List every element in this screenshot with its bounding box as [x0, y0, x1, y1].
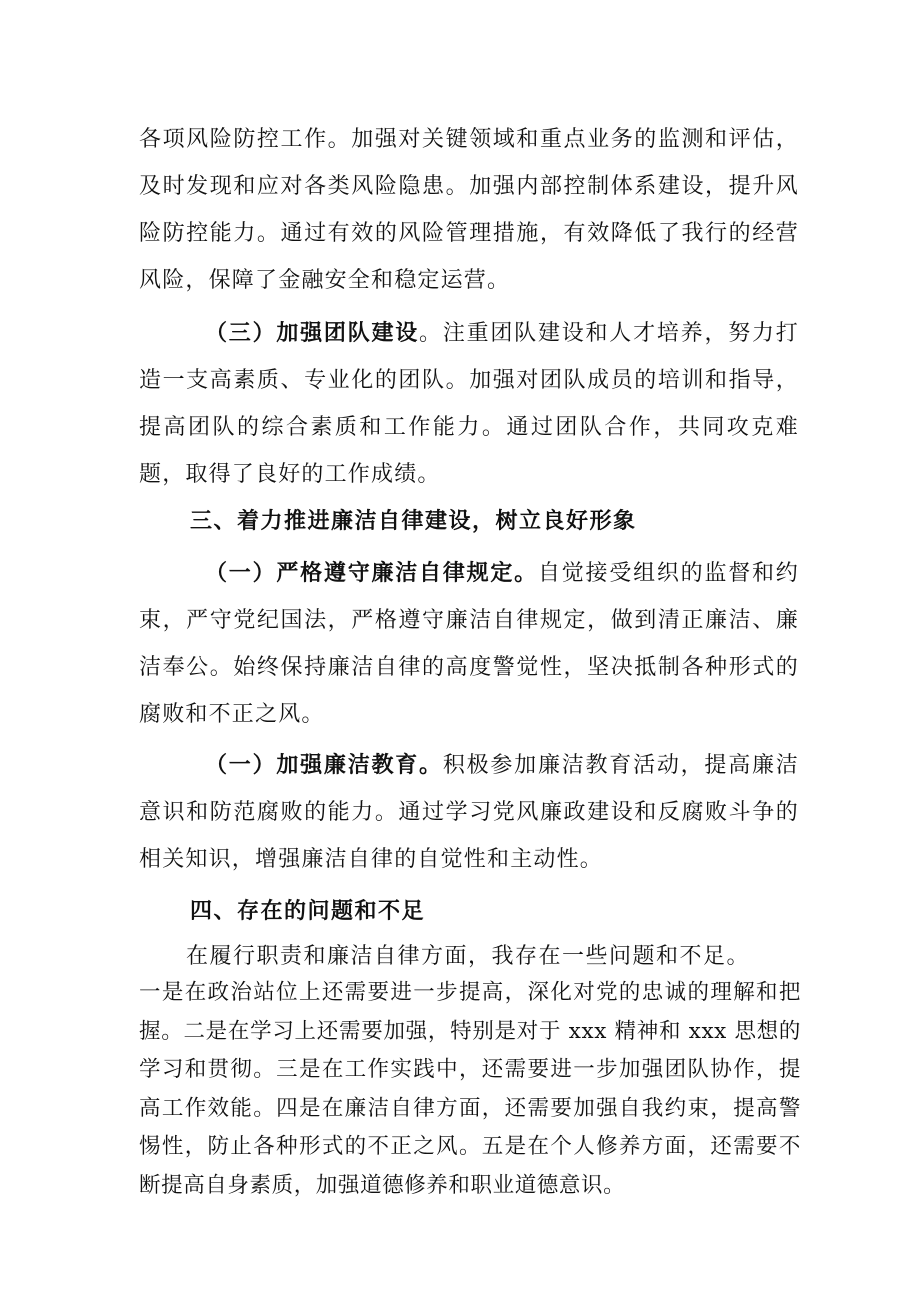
paragraph-risk-control: [139, 116, 799, 304]
paragraph-problems-intro: 在履行职责和廉洁自律方面，我存在一些问题和不足。: [186, 944, 751, 969]
section-heading-integrity: 三、着力推进廉洁自律建设，树立良好形象: [190, 508, 637, 534]
section-heading-problems: 四、存在的问题和不足: [190, 898, 426, 924]
paragraph-text: 积极参加廉洁教育活动，提高廉洁意识和防范腐败的能力。通过学习党风廉政建设和反腐败斗争的相关知识，增强廉洁自律的自觉性和主动性。: [139, 753, 799, 872]
paragraph-lead: （三）加强团队建设: [205, 320, 420, 346]
paragraph-text: 。注重团队建设和人才培养，努力打造一支高素质、专业化的团队。加强对团队成员的培训和指导，提高团队的综合素质和工作能力。通过团队合作，共同攻克难题，取得了良好的工作成绩。: [139, 321, 799, 487]
paragraph-integrity-education: [139, 742, 799, 883]
paragraph-text: 各项风险防控工作。加强对关键领域和重点业务的监测和评估，及时发现和应对各类风险隐患。加强内部控制体系建设，提升风险防控能力。通过有效的风险管理措施，有效降低了我行的经营风险，保障了金融安全和稳定运营。: [139, 127, 799, 293]
paragraph-team-building: [139, 310, 799, 498]
paragraph-problems-list: 一是在政治站位上还需要进一步提高，深化对党的忠诚的理解和把握。二是在学习上还需要加强，特别是对于 xxx 精神和 xxx 思想的学习和贯彻。三是在工作实践中，还需要进一步加强团队协作，提高工作效能。四是在廉洁自律方面，还需要加强自我约束，提高警惕性，防止各种形式的不正之风。五是在个人修养方面，还需要不断提高自身素质，加强道德修养和职业道德意识。: [139, 980, 801, 1198]
paragraph-integrity-rules: [139, 550, 799, 738]
paragraph-lead: （一）严格遵守廉洁自律规定。: [205, 560, 538, 586]
paragraph-text: 自觉接受组织的监督和约束，严守党纪国法，严格遵守廉洁自律规定，做到清正廉洁、廉洁奉公。始终保持廉洁自律的高度警觉性，坚决抵制各种形式的腐败和不正之风。: [139, 561, 799, 727]
paragraph-lead: （一）加强廉洁教育。: [205, 752, 443, 778]
